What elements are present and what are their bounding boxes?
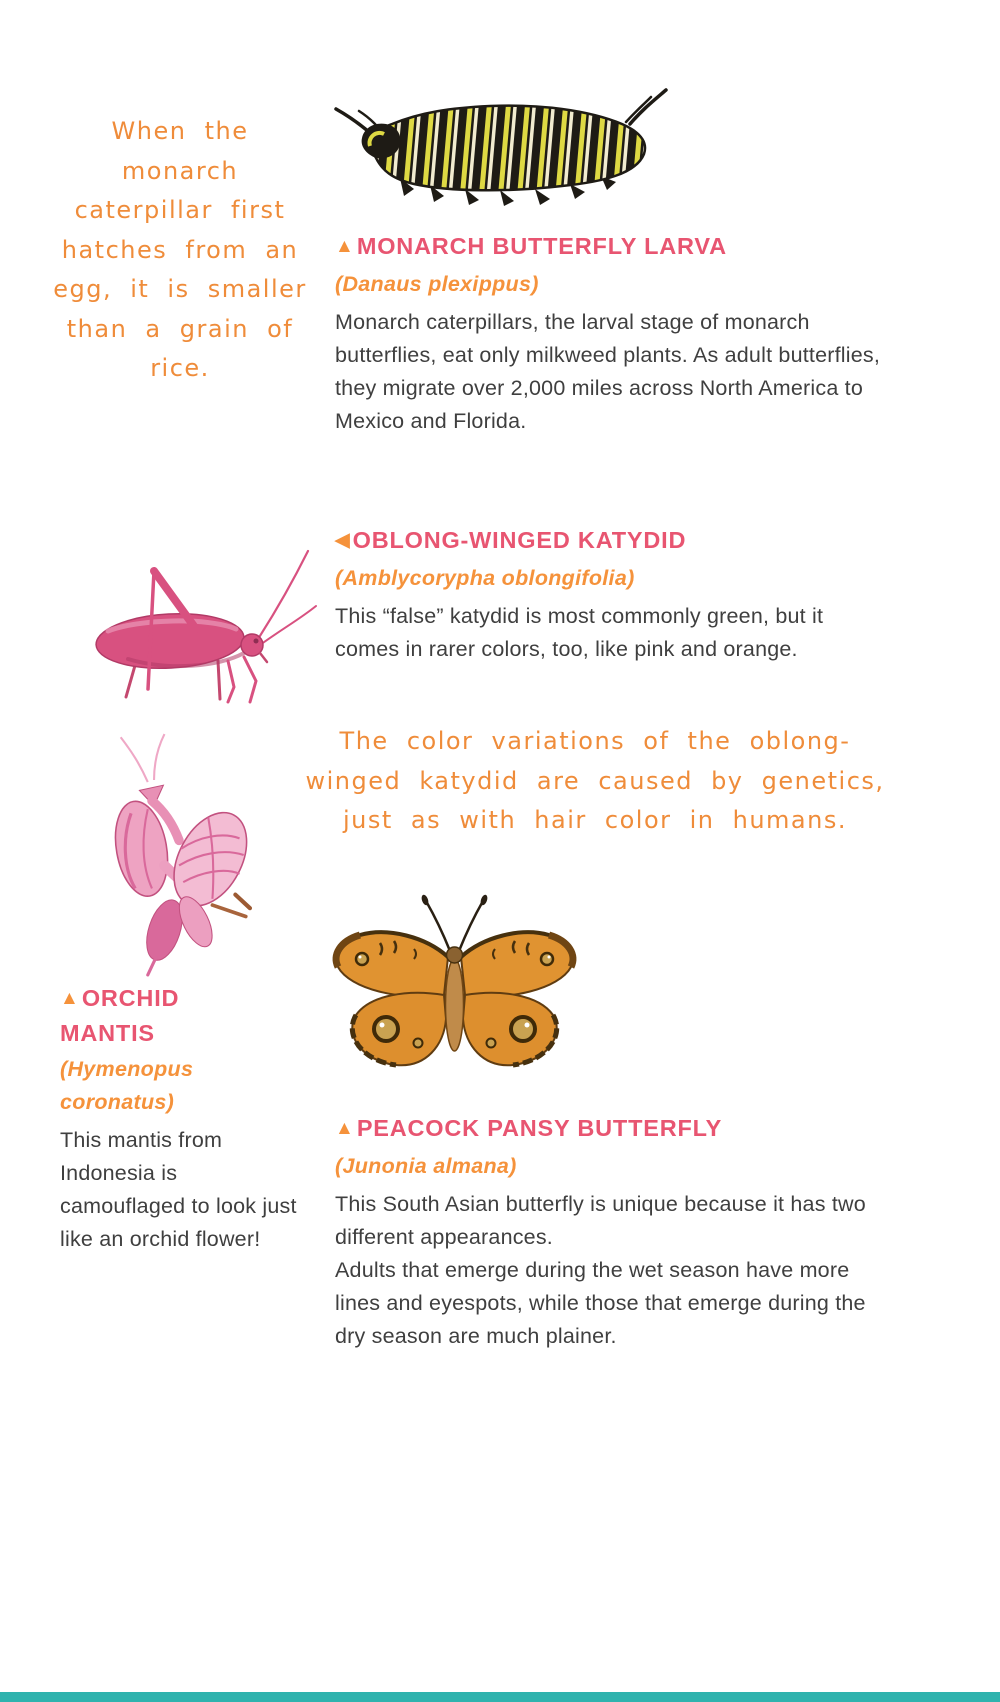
note-line: When the monarch <box>111 117 249 185</box>
entry-title <box>335 230 887 265</box>
note-line: hatches from an <box>61 235 299 264</box>
entry-orchid-mantis <box>60 982 298 1256</box>
monarch-caterpillar-illustration <box>330 62 675 207</box>
note-line: than a grain of <box>66 314 294 343</box>
note-line: winged katydid are caused by genetics, <box>305 766 885 795</box>
entry-title <box>335 524 887 559</box>
up-arrow-icon: ▲ <box>335 1118 354 1139</box>
species-name: (Hymenopus coronatus) <box>60 1057 194 1114</box>
entry-description: This South Asian butterfly is unique because it has two different appearances. <box>335 1192 866 1249</box>
orchid-mantis-illustration <box>38 732 293 977</box>
entry-description: Monarch caterpillars, the larval stage of monarch butterflies, eat only milkweed plants. As adult butterflies, they migrate over 2,000 miles across North America to Mexico and Florida. <box>335 310 880 433</box>
note-line: caterpillar first <box>74 196 286 224</box>
species-name: (Junonia almana) <box>335 1154 517 1178</box>
handwritten-note-katydid <box>290 722 900 841</box>
up-arrow-icon: ▲ <box>60 988 79 1009</box>
entry-title <box>335 1112 887 1147</box>
entry-title-text: PEACOCK PANSY BUTTERFLY <box>356 1115 723 1141</box>
entry-monarch-larva <box>335 230 887 438</box>
entry-description: Adults that emerge during the wet season have more lines and eyespots, while those that emerge during the dry season are much plainer. <box>335 1258 866 1348</box>
species-name: (Danaus plexippus) <box>335 272 539 296</box>
note-line: rice. <box>150 354 210 382</box>
peacock-pansy-butterfly-illustration <box>322 893 587 1098</box>
handwritten-note-monarch <box>48 112 312 389</box>
left-arrow-icon: ◀ <box>335 530 350 551</box>
species-name: (Amblycorypha oblongifolia) <box>335 566 635 590</box>
entry-title-text: OBLONG-WINGED KATYDID <box>352 527 687 553</box>
entry-description: This mantis from Indonesia is camouflaged to look just like an orchid flower! <box>60 1128 297 1251</box>
note-line: egg, it is smaller <box>53 275 307 303</box>
entry-title <box>60 982 220 1050</box>
note-line: The color variations of the oblong- <box>339 727 851 755</box>
entry-katydid <box>335 524 887 666</box>
entry-title-text: ORCHID MANTIS <box>60 985 180 1046</box>
entry-peacock-pansy <box>335 1112 887 1353</box>
note-line: just as with hair color in humans. <box>343 806 847 834</box>
page-edge-bar <box>0 1692 1000 1702</box>
up-arrow-icon: ▲ <box>335 236 354 257</box>
entry-description: This “false” katydid is most commonly green, but it comes in rarer colors, too, like pink and orange. <box>335 604 824 661</box>
entry-title-text: MONARCH BUTTERFLY LARVA <box>356 233 727 259</box>
pink-katydid-illustration <box>68 535 318 705</box>
